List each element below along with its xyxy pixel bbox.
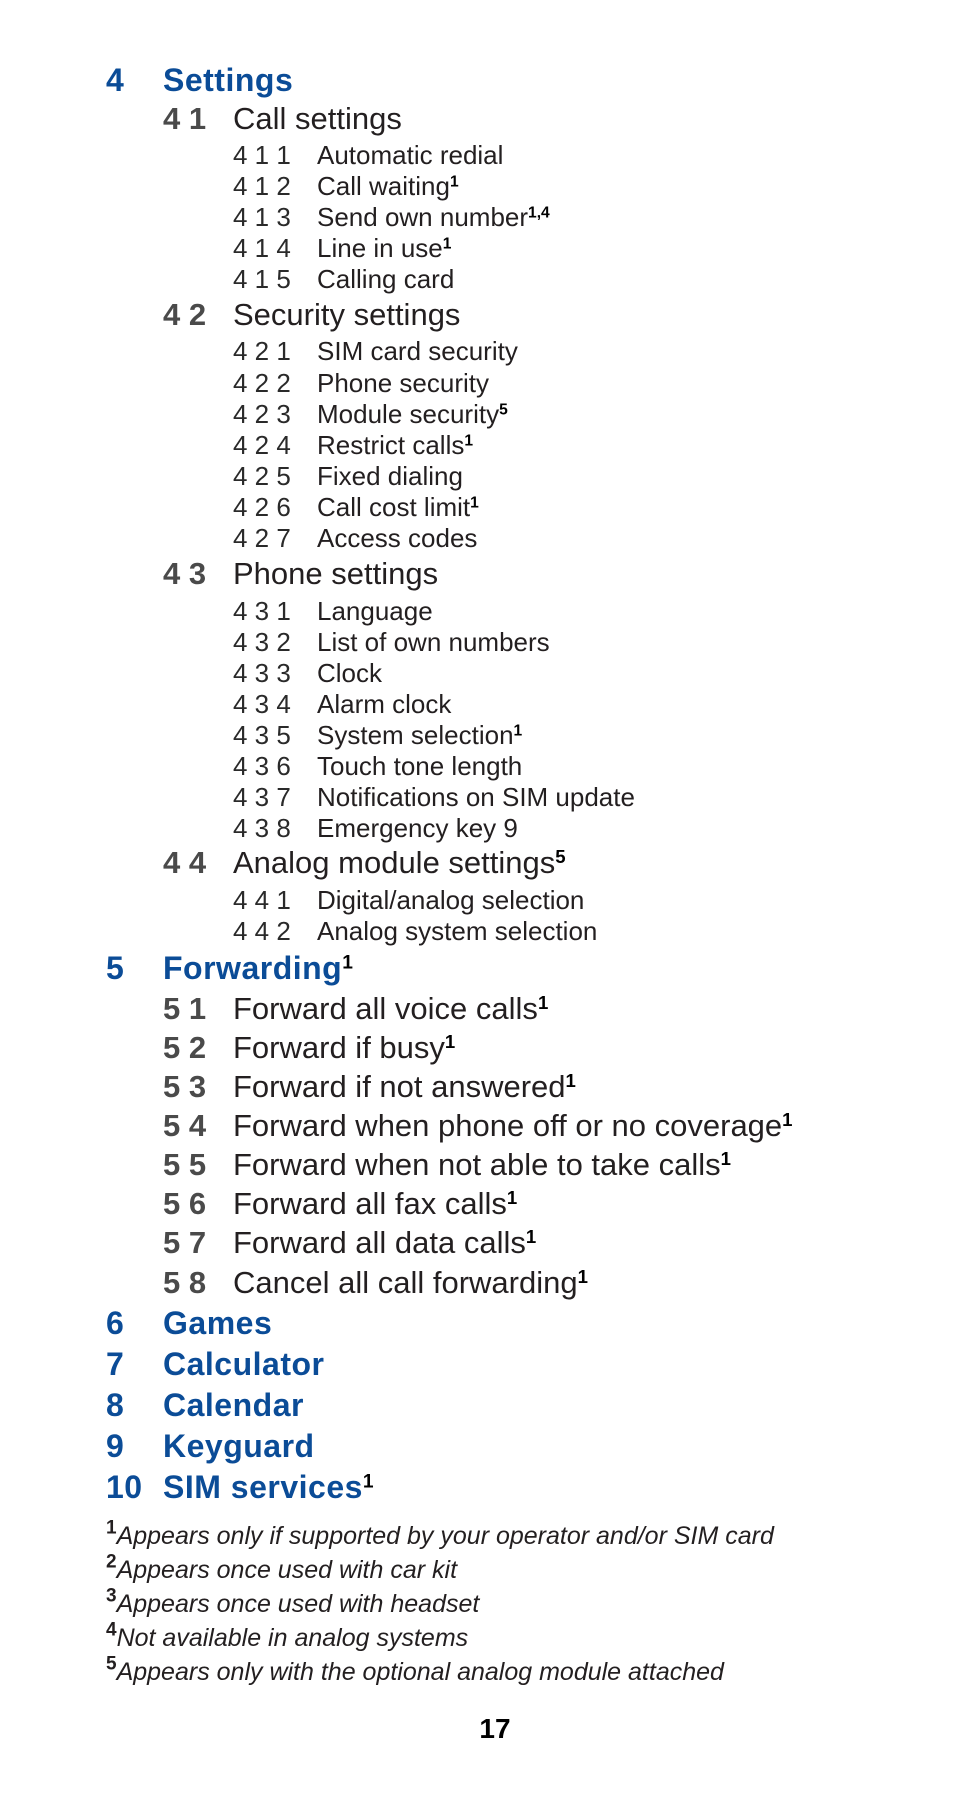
- item-access-codes: [233, 522, 477, 554]
- item-call-waiting: [233, 170, 459, 202]
- submenu-label: Call settings: [233, 101, 402, 136]
- item-label: Line in use: [317, 233, 443, 263]
- item-number: 4 3 1: [233, 596, 291, 626]
- footnote-2: [106, 1551, 458, 1586]
- item-number: 4 1 5: [233, 264, 291, 294]
- footnote-mark: 5: [106, 1653, 117, 1675]
- item-emergency-key: [233, 812, 518, 844]
- item-line-in-use: [233, 232, 451, 264]
- footnote-ref: 1: [342, 952, 354, 974]
- footnote-ref: 1: [537, 991, 549, 1013]
- item-label: Call waiting: [317, 171, 450, 201]
- item-sim-card-security: [233, 335, 518, 367]
- footnote-ref: 1: [720, 1147, 731, 1169]
- item-number: 4 2 3: [233, 399, 291, 429]
- item-number: 4 2 7: [233, 523, 291, 553]
- item-number: 4 1 2: [233, 171, 291, 201]
- submenu-forward-not-answered: [163, 1067, 576, 1107]
- item-label: Fixed dialing: [317, 461, 463, 491]
- footnote-text: Appears once used with car kit: [116, 1556, 458, 1584]
- submenu-phone-settings: [163, 554, 438, 594]
- footnote-text: Appears only if supported by your operator and/or SIM card: [116, 1522, 774, 1550]
- menu-heading-games: [106, 1303, 272, 1343]
- item-number: 4 1 1: [233, 140, 291, 170]
- footnote-4: [106, 1619, 469, 1654]
- item-list-of-own-numbers: [233, 626, 550, 658]
- item-label: Clock: [317, 658, 383, 688]
- footnote-text: Appears only with the optional analog module attached: [116, 1658, 724, 1686]
- item-digital-analog-selection: [233, 884, 584, 916]
- submenu-forward-all-voice: [163, 989, 548, 1029]
- menu-title: Calendar: [163, 1387, 304, 1423]
- item-label: Restrict calls: [317, 430, 465, 460]
- menu-number: 4: [106, 62, 125, 98]
- menu-title: SIM services: [163, 1469, 363, 1505]
- item-number: 4 3 8: [233, 813, 291, 843]
- menu-heading-settings: [106, 60, 293, 100]
- item-label: SIM card security: [317, 336, 518, 366]
- item-label: Access codes: [317, 523, 478, 553]
- submenu-label: Forward all data calls: [233, 1225, 526, 1260]
- menu-heading-calendar: [106, 1385, 304, 1425]
- submenu-number: 4 1: [163, 101, 207, 136]
- footnote-ref: 5: [555, 845, 566, 867]
- submenu-number: 5 3: [163, 1069, 207, 1104]
- submenu-number: 5 1: [163, 991, 207, 1026]
- footnote-ref: 1: [464, 432, 474, 450]
- footnote-ref: 1: [506, 1186, 518, 1208]
- menu-heading-calculator: [106, 1344, 324, 1384]
- item-send-own-number: [233, 201, 550, 233]
- item-number: 4 1 4: [233, 233, 291, 263]
- footnote-ref: 1: [442, 235, 452, 253]
- item-label: Language: [317, 596, 433, 626]
- submenu-label: Forward if busy: [233, 1030, 445, 1065]
- item-number: 4 3 4: [233, 689, 291, 719]
- item-label: Emergency key 9: [317, 813, 518, 843]
- item-restrict-calls: [233, 429, 473, 461]
- item-label: Alarm clock: [317, 689, 452, 719]
- item-label: Call cost limit: [317, 492, 471, 522]
- submenu-number: 5 6: [163, 1186, 207, 1221]
- menu-title: Games: [163, 1305, 273, 1341]
- footnote-ref: 1: [782, 1108, 793, 1130]
- submenu-label: Phone settings: [233, 556, 439, 591]
- item-language: [233, 595, 433, 627]
- menu-heading-keyguard: [106, 1426, 315, 1466]
- item-label: Phone security: [317, 368, 489, 398]
- item-label: Analog system selection: [317, 916, 598, 946]
- footnote-5: [106, 1653, 724, 1688]
- item-label: Digital/analog selection: [317, 885, 585, 915]
- item-number: 4 2 2: [233, 368, 291, 398]
- submenu-label: Analog module settings: [233, 845, 556, 880]
- item-module-security: [233, 398, 508, 430]
- item-system-selection: [233, 719, 522, 751]
- submenu-number: 5 7: [163, 1225, 207, 1260]
- item-clock: [233, 657, 382, 689]
- item-number: 4 2 4: [233, 430, 291, 460]
- submenu-number: 4 4: [163, 845, 207, 880]
- submenu-number: 5 8: [163, 1265, 207, 1300]
- item-number: 4 4 2: [233, 916, 291, 946]
- item-label: List of own numbers: [317, 627, 550, 657]
- menu-title: Forwarding: [163, 950, 343, 986]
- menu-number: 8: [106, 1387, 125, 1423]
- menu-heading-forwarding: [106, 948, 353, 988]
- menu-number: 9: [106, 1428, 125, 1464]
- footnote-mark: 4: [106, 1619, 117, 1641]
- menu-number: 10: [106, 1469, 143, 1505]
- footnote-ref: 1: [565, 1069, 576, 1091]
- submenu-number: 5 2: [163, 1030, 207, 1065]
- submenu-label: Forward all fax calls: [233, 1186, 507, 1221]
- footnote-ref: 5: [499, 401, 508, 419]
- submenu-number: 4 2: [163, 297, 207, 332]
- submenu-number: 5 5: [163, 1147, 207, 1182]
- submenu-label: Security settings: [233, 297, 461, 332]
- item-number: 4 3 7: [233, 782, 291, 812]
- item-label: Calling card: [317, 264, 455, 294]
- footnote-text: Appears once used with headset: [116, 1590, 480, 1618]
- menu-title: Settings: [163, 62, 294, 98]
- submenu-forward-not-able: [163, 1145, 731, 1185]
- item-number: 4 2 1: [233, 336, 291, 366]
- footnote-mark: 3: [106, 1585, 117, 1607]
- menu-title: Calculator: [163, 1346, 325, 1382]
- item-label: Send own number: [317, 202, 529, 232]
- submenu-cancel-forwarding: [163, 1263, 588, 1303]
- submenu-call-settings: [163, 99, 402, 139]
- footnote-ref: 1: [449, 173, 459, 191]
- footnote-mark: 1: [106, 1517, 117, 1539]
- submenu-forward-fax: [163, 1184, 517, 1224]
- submenu-label: Forward when phone off or no coverage: [233, 1108, 783, 1143]
- item-label: Module security: [317, 399, 500, 429]
- menu-number: 7: [106, 1346, 125, 1382]
- item-call-cost-limit: [233, 491, 479, 523]
- menu-number: 6: [106, 1305, 125, 1341]
- item-fixed-dialing: [233, 460, 463, 492]
- item-label: System selection: [317, 720, 514, 750]
- submenu-forward-if-busy: [163, 1028, 455, 1068]
- footnote-ref: 1: [513, 722, 523, 740]
- footnote-1: [106, 1517, 774, 1552]
- item-label: Touch tone length: [317, 751, 523, 781]
- submenu-label: Forward all voice calls: [233, 991, 538, 1026]
- submenu-forward-data: [163, 1223, 536, 1263]
- item-automatic-redial: [233, 139, 503, 171]
- item-analog-system-selection: [233, 915, 597, 947]
- footnote-text: Not available in analog systems: [116, 1624, 469, 1652]
- footnote-3: [106, 1585, 480, 1620]
- item-number: 4 3 3: [233, 658, 291, 688]
- item-phone-security: [233, 367, 489, 399]
- item-number: 4 3 2: [233, 627, 291, 657]
- item-alarm-clock: [233, 688, 451, 720]
- submenu-number: 4 3: [163, 556, 207, 591]
- item-calling-card: [233, 263, 454, 295]
- submenu-analog-module-settings: [163, 843, 566, 883]
- footnote-ref: 1: [362, 1471, 375, 1493]
- footnote-ref: 1: [444, 1030, 456, 1052]
- menu-number: 5: [106, 950, 125, 986]
- item-number: 4 1 3: [233, 202, 291, 232]
- item-number: 4 2 6: [233, 492, 291, 522]
- footnote-ref: 1,4: [528, 204, 550, 222]
- item-number: 4 2 5: [233, 461, 291, 491]
- item-number: 4 3 6: [233, 751, 291, 781]
- menu-title: Keyguard: [163, 1428, 315, 1464]
- submenu-security-settings: [163, 295, 460, 335]
- item-touch-tone-length: [233, 750, 522, 782]
- item-number: 4 4 1: [233, 885, 291, 915]
- footnote-ref: 1: [525, 1225, 537, 1247]
- item-notifications-sim-update: [233, 781, 635, 813]
- footnote-mark: 2: [106, 1551, 117, 1573]
- menu-heading-sim-services: [106, 1467, 374, 1507]
- footnote-ref: 1: [470, 494, 479, 512]
- submenu-label: Forward if not answered: [233, 1069, 566, 1104]
- submenu-label: Forward when not able to take calls: [233, 1147, 721, 1182]
- submenu-forward-phone-off: [163, 1106, 793, 1146]
- item-label: Notifications on SIM update: [317, 782, 635, 812]
- footnote-ref: 1: [577, 1265, 588, 1287]
- page-number: 17: [479, 1713, 511, 1744]
- submenu-label: Cancel all call forwarding: [233, 1265, 578, 1300]
- submenu-number: 5 4: [163, 1108, 207, 1143]
- item-number: 4 3 5: [233, 720, 291, 750]
- item-label: Automatic redial: [317, 140, 504, 170]
